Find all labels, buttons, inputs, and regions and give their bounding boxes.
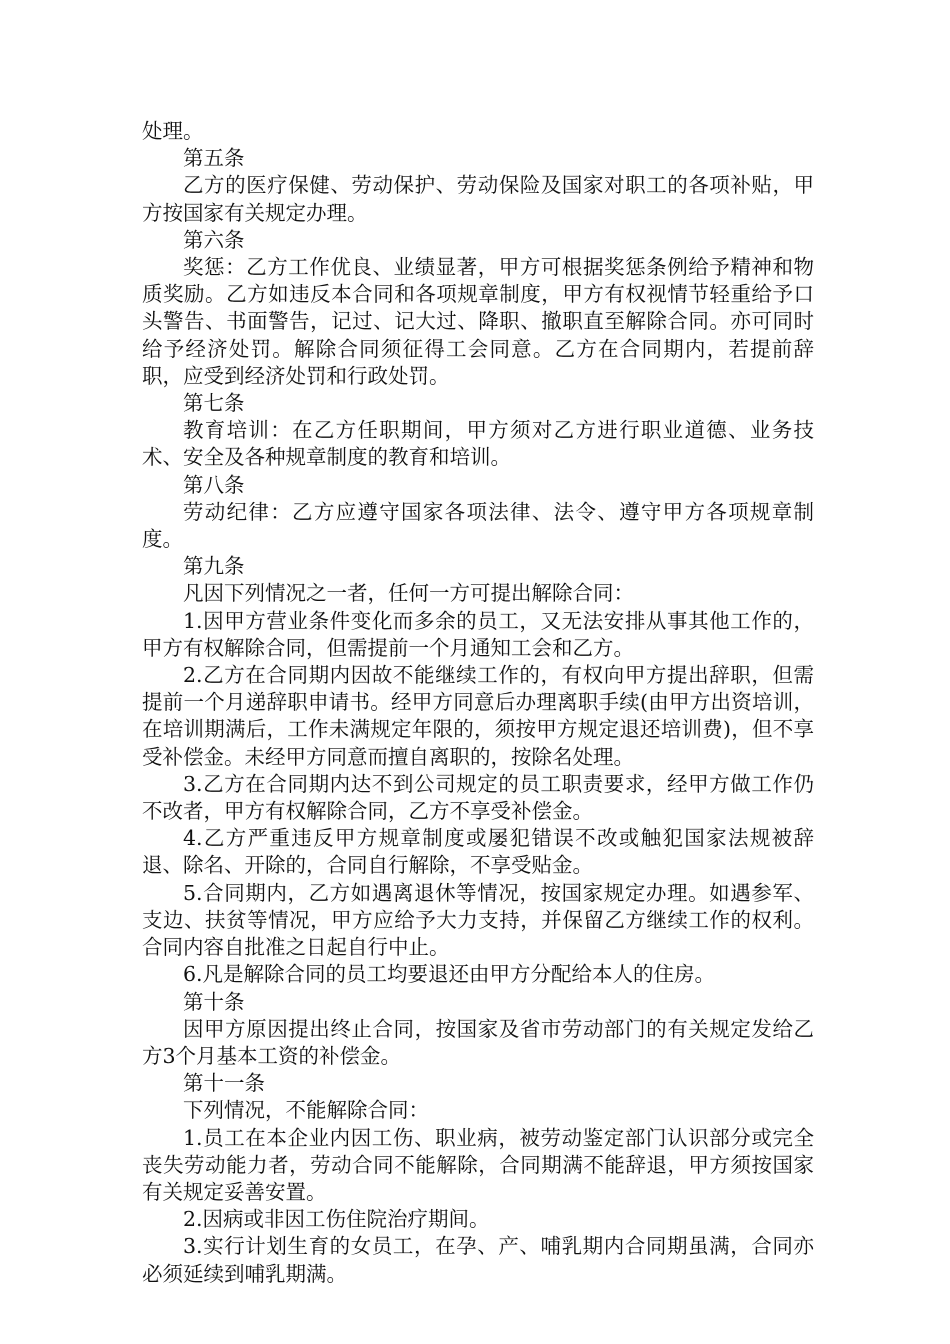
article-11-intro: 下列情况，不能解除合同： <box>183 1098 429 1123</box>
article-9-item-4: 4.乙方严重违反甲方规章制度或屡犯错误不改或触犯国家法规被辞退、除名、开除的，合同自行解除，不享受贴金。 <box>142 826 814 878</box>
document-body <box>142 118 814 1288</box>
article-9-intro: 凡因下列情况之一者，任何一方可提出解除合同： <box>183 581 634 606</box>
paragraph-continuation: 处理。 <box>142 119 204 143</box>
article-8-body: 劳动纪律：乙方应遵守国家各项法律、法令、遵守甲方各项规章制度。 <box>142 499 814 552</box>
article-7-heading: 第七条 <box>183 391 245 416</box>
article-9-item-5: 5.合同期内，乙方如遇离退休等情况，按国家规定办理。如遇参军、支边、扶贫等情况，甲方应给予大力支持，并保留乙方继续工作的权利。合同内容自批准之日起自行中止。 <box>142 880 814 960</box>
article-11-item-2: 2.因病或非因工伤住院治疗期间。 <box>183 1207 490 1232</box>
article-9-item-6: 6.凡是解除合同的员工均要退还由甲方分配给本人的住房。 <box>183 962 716 987</box>
article-9-item-2: 2.乙方在合同期内因故不能继续工作的，有权向甲方提出辞职，但需提前一个月递辞职申请书。经甲方同意后办理离职手续(由甲方出资培训，在培训期满后，工作未满规定年限的，须按甲方规定退还培训费)，但不享受补偿金。未经甲方同意而擅自离职的，按除名处理。 <box>142 663 814 769</box>
article-11-heading: 第十一条 <box>183 1071 265 1096</box>
article-11-item-1: 1.员工在本企业内因工伤、职业病，被劳动鉴定部门认识部分或完全丧失劳动能力者，劳动合同不能解除，合同期满不能辞退，甲方须按国家有关规定妥善安置。 <box>142 1125 814 1204</box>
article-6-heading: 第六条 <box>183 227 245 252</box>
article-9-item-3: 3.乙方在合同期内达不到公司规定的员工职责要求，经甲方做工作仍不改者，甲方有权解除合同，乙方不享受补偿金。 <box>142 771 814 824</box>
article-5-heading: 第五条 <box>183 146 245 171</box>
article-6-body: 奖惩：乙方工作优良、业绩显著，甲方可根据奖惩条例给予精神和物质奖励。乙方如违反本合同和各项规章制度，甲方有权视情节轻重给予口头警告、书面警告，记过、记大过、降职、撤职直至解除合同。亦可同时给予经济处罚。解除合同须征得工会同意。乙方在合同期内，若提前辞职，应受到经济处罚和行政处罚。 <box>142 255 814 388</box>
article-9-item-1: 1.因甲方营业条件变化而多余的员工，又无法安排从事其他工作的，甲方有权解除合同，但需提前一个月通知工会和乙方。 <box>142 608 814 660</box>
article-10-body: 因甲方原因提出终止合同，按国家及省市劳动部门的有关规定发给乙方3个月基本工资的补偿金。 <box>142 1016 814 1068</box>
article-9-heading: 第九条 <box>183 554 245 579</box>
article-8-heading: 第八条 <box>183 472 245 497</box>
article-7-body: 教育培训：在乙方任职期间，甲方须对乙方进行职业道德、业务技术、安全及各种规章制度的教育和培训。 <box>142 418 814 470</box>
article-10-heading: 第十条 <box>183 989 245 1014</box>
article-11-item-3: 3.实行计划生育的女员工，在孕、产、哺乳期内合同期虽满，合同亦必须延续到哺乳期满。 <box>142 1234 814 1286</box>
article-5-body: 乙方的医疗保健、劳动保护、劳动保险及国家对职工的各项补贴，甲方按国家有关规定办理。 <box>142 173 814 225</box>
